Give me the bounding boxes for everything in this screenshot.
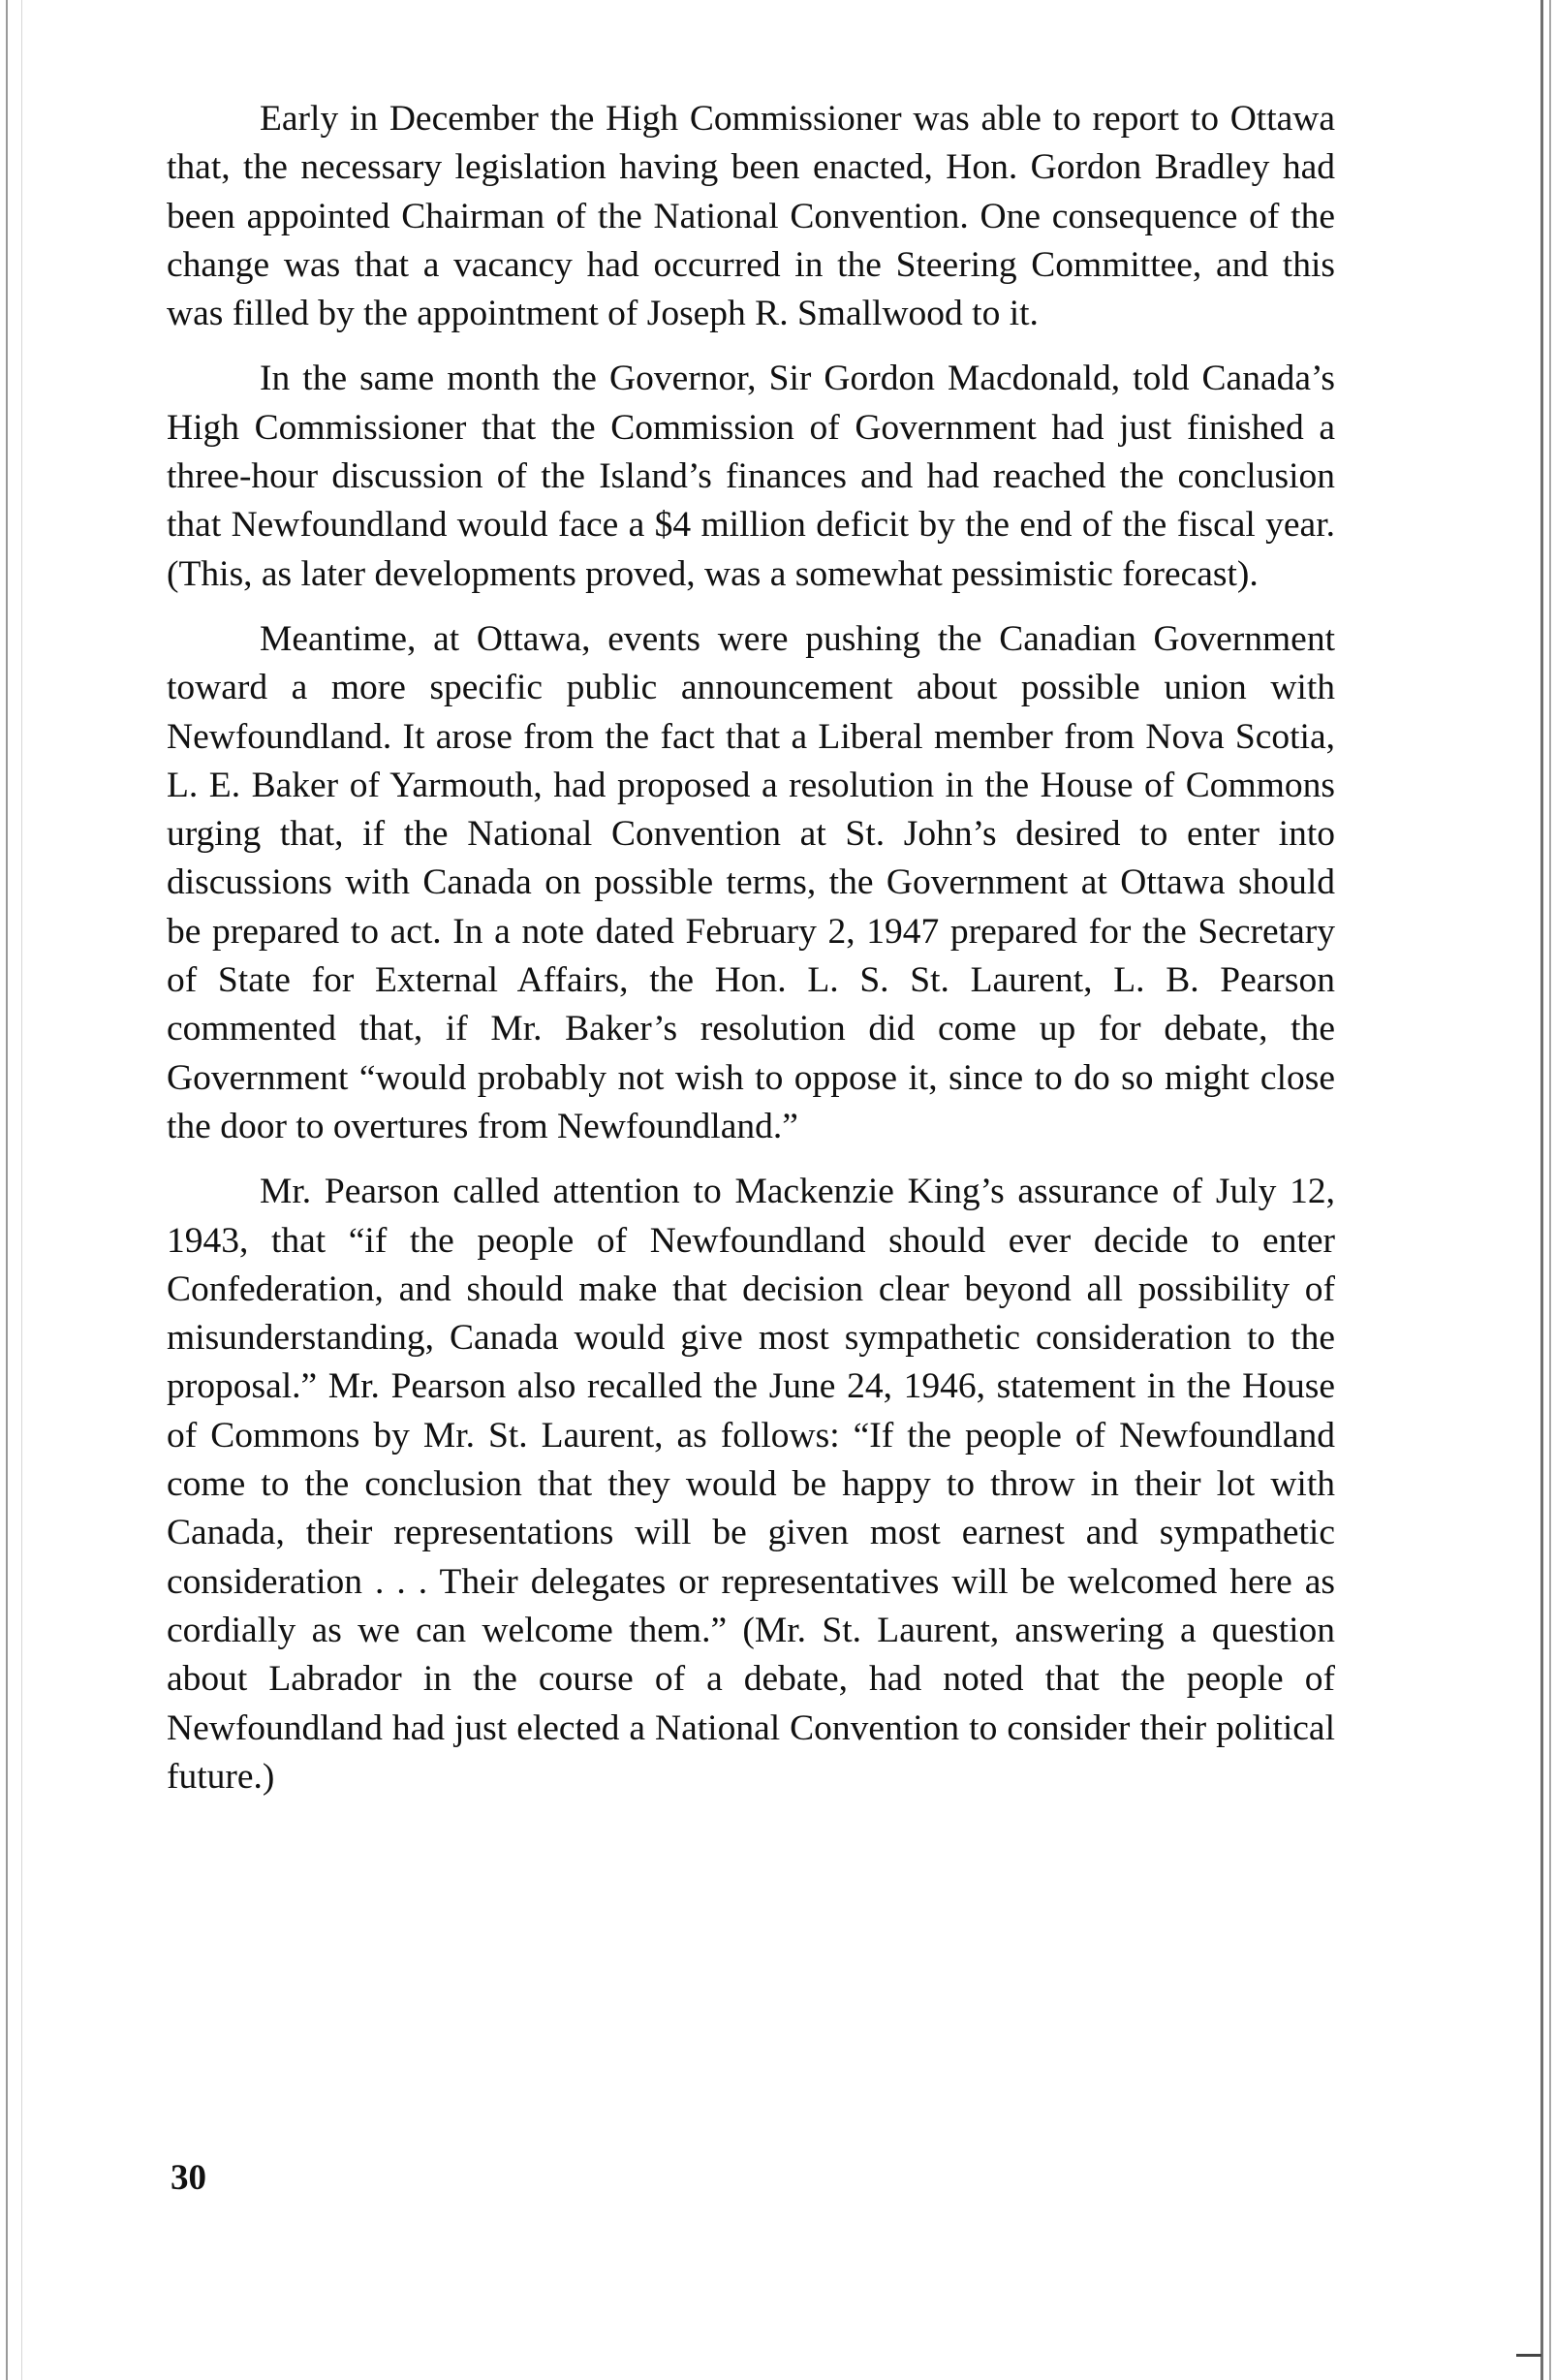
scan-right-edge-shadow (1549, 0, 1551, 2380)
scan-left-edge-shadow (21, 0, 22, 2380)
paragraph-1: Early in December the High Commissioner was able to report to Ottawa that, the necessary legislation having been enacted, Hon. Gordon Bradley had been appointed Chairman of the National Convention. One consequence of the change was that a vacancy had occurred in the Steering Committee, and this was filled by the appointment of Joseph R. Smallwood to it. (167, 99, 1335, 334)
scan-corner-mark (1516, 2354, 1541, 2357)
scan-right-edge-line (1540, 0, 1543, 2380)
paragraph-2: In the same month the Governor, Sir Gordon Macdonald, told Canada’s High Commissioner that the Commission of Government had just finished a three-hour discussion of the Island’s finances and had reached the conclusion that Newfoundland would face a $4 million deficit by the end of the fiscal year. (This, as later developments proved, was a somewhat pessimistic forecast). (167, 359, 1335, 594)
body-text (167, 95, 1335, 1818)
page-number: 30 (171, 2158, 206, 2198)
scan-left-edge-line (6, 0, 8, 2380)
paragraph-3: Meantime, at Ottawa, events were pushing the Canadian Government toward a more specific public announcement about possible union with Newfoundland. It arose from the fact that a Liberal member from Nova Scotia, L. E. Baker of Yarmouth, had proposed a resolution in the House of Commons urging that, if the National Convention at St. John’s desired to enter into discussions with Canada on possible terms, the Government at Ottawa should be prepared to act. In a note dated February 2, 1947 prepared for the Secretary of State for External Affairs, the Hon. L. S. St. Laurent, L. B. Pearson commented that, if Mr. Baker’s resolution did come up for debate, the Government “would probably not wish to oppose it, since to do so might close the door to overtures from Newfoundland.” (167, 618, 1335, 1146)
paragraph-4: Mr. Pearson called attention to Mackenzie King’s assurance of July 12, 1943, that “if the people of Newfoundland should ever decide to enter Confederation, and should make that decision clear beyond all possibility of misunderstanding, Canada would give most sympathetic consideration to the proposal.” Mr. Pearson also recalled the June 24, 1946, statement in the House of Commons by Mr. St. Laurent, as follows: “If the people of Newfoundland come to the conclusion that they would be happy to throw in their lot with Canada, their representations will be given most earnest and sympathetic consideration . . . Their delegates or representatives will be welcomed here as cordially as we can welcome them.” (Mr. St. Laurent, answering a question about Labrador in the course of a debate, had noted that the people of Newfoundland had just elected a National Convention to consider their political future.) (167, 1172, 1335, 1797)
